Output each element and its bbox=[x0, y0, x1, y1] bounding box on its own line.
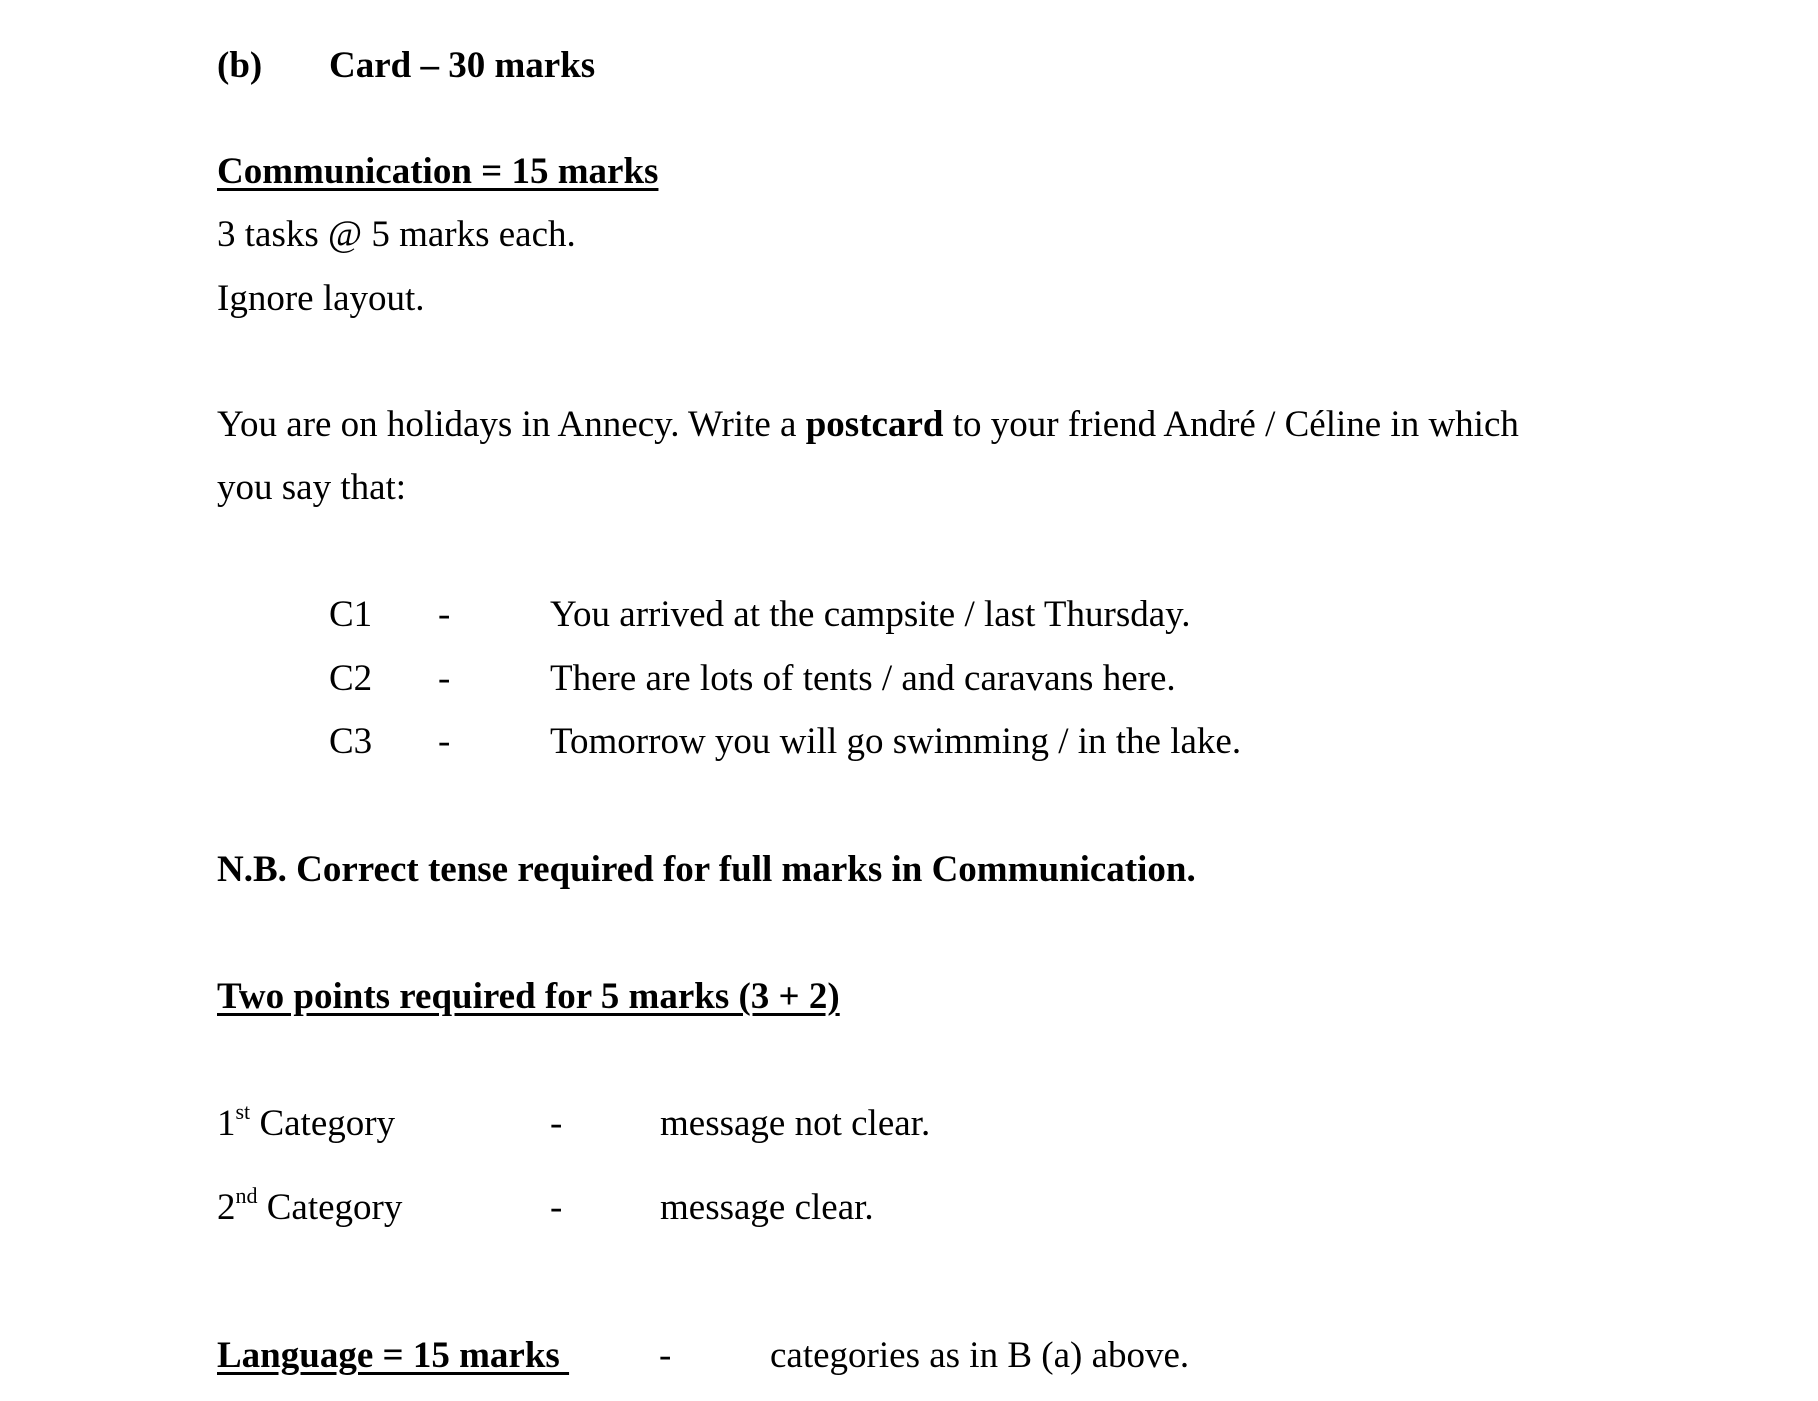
category-dash: - bbox=[550, 1103, 563, 1144]
category-number: 2 bbox=[217, 1187, 236, 1228]
language-dash: - bbox=[659, 1335, 672, 1376]
category-number: 1 bbox=[217, 1103, 236, 1144]
section-title: Card – 30 marks bbox=[329, 45, 596, 86]
prompt-line-2: you say that: bbox=[217, 467, 407, 508]
category-dash: - bbox=[550, 1187, 563, 1228]
task-text: Tomorrow you will go swimming / in the lake. bbox=[550, 721, 1242, 762]
category-ordinal-suffix: nd bbox=[235, 1183, 258, 1208]
prompt-text-before: You are on holidays in Annecy. Write a bbox=[217, 404, 806, 445]
task-text: There are lots of tents / and caravans here. bbox=[550, 658, 1176, 699]
prompt-text-bold: postcard bbox=[805, 404, 944, 445]
category-ordinal-suffix: st bbox=[235, 1099, 251, 1124]
task-dash: - bbox=[438, 658, 451, 699]
points-heading: Two points required for 5 marks (3 + 2) bbox=[217, 976, 840, 1017]
category-label bbox=[217, 1099, 396, 1144]
category-description: message clear. bbox=[660, 1187, 874, 1228]
language-heading: Language = 15 marks bbox=[217, 1335, 570, 1376]
prompt-line-1 bbox=[217, 406, 1519, 443]
communication-line-1: 3 tasks @ 5 marks each. bbox=[217, 214, 576, 255]
task-id: C3 bbox=[329, 721, 373, 762]
task-id: C2 bbox=[329, 658, 373, 699]
section-label: (b) bbox=[217, 45, 263, 86]
category-word: Category bbox=[257, 1187, 403, 1228]
category-word: Category bbox=[250, 1103, 396, 1144]
language-text: categories as in B (a) above. bbox=[770, 1335, 1190, 1376]
communication-heading: Communication = 15 marks bbox=[217, 151, 659, 192]
prompt-text-after: to your friend André / Céline in which bbox=[943, 404, 1519, 445]
nb-note: N.B. Correct tense required for full marks in Communication. bbox=[217, 849, 1196, 890]
communication-line-2: Ignore layout. bbox=[217, 278, 425, 319]
task-dash: - bbox=[438, 721, 451, 762]
category-description: message not clear. bbox=[660, 1103, 931, 1144]
category-label bbox=[217, 1183, 403, 1228]
task-id: C1 bbox=[329, 594, 373, 635]
task-dash: - bbox=[438, 594, 451, 635]
task-text: You arrived at the campsite / last Thursday. bbox=[550, 594, 1191, 635]
